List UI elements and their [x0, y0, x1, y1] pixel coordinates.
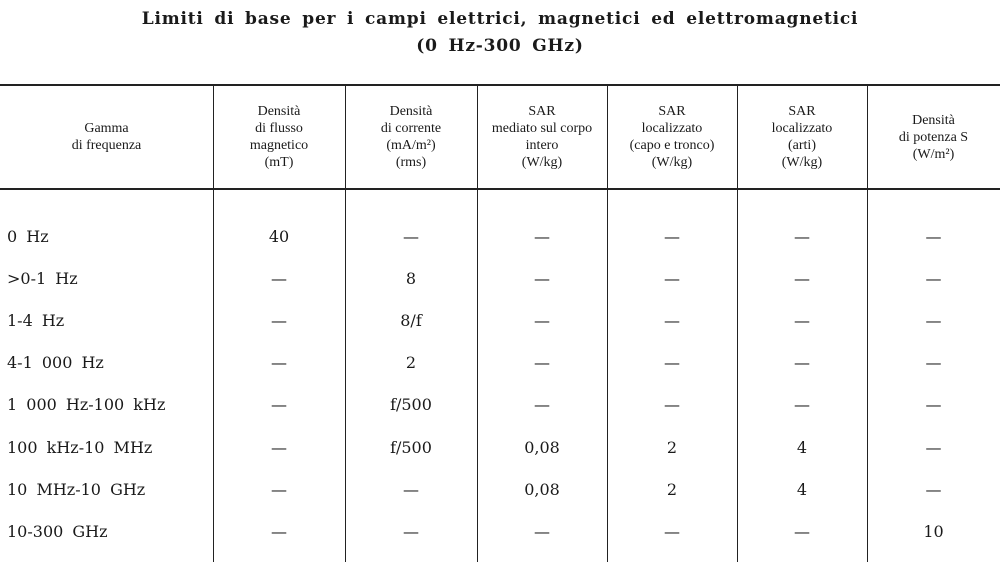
cell-localized-sar-head-trunk: — — [664, 395, 680, 414]
cell-frequency-range: 100 kHz-10 MHz — [7, 438, 153, 457]
table-row — [0, 390, 1000, 420]
cell-frequency-range: >0-1 Hz — [7, 269, 78, 288]
cell-magnetic-flux-density: — — [271, 522, 287, 541]
column-header-label: SAR mediato sul corpo intero (W/kg) — [491, 104, 593, 170]
table-row — [0, 433, 1000, 463]
cell-current-density: — — [403, 522, 419, 541]
cell-whole-body-sar: — — [534, 353, 550, 372]
cell-frequency-range: 4-1 000 Hz — [7, 353, 104, 372]
column-header-label: Densità di flusso magnetico (mT) — [249, 104, 309, 170]
header-bottom-rule — [0, 188, 1000, 190]
cell-power-density: — — [925, 311, 942, 330]
table-row — [0, 475, 1000, 505]
column-header-label: Gamma di frequenza — [71, 121, 142, 153]
column-header-label: Densità di potenza S (W/m²) — [898, 112, 969, 162]
cell-magnetic-flux-density: — — [271, 353, 287, 372]
cell-current-density: f/500 — [390, 395, 432, 414]
cell-whole-body-sar: 0,08 — [524, 480, 560, 499]
cell-current-density: 2 — [405, 353, 417, 372]
cell-localized-sar-limbs: — — [794, 522, 810, 541]
cell-whole-body-sar: — — [534, 311, 550, 330]
column-header-localized-sar-head-trunk — [607, 86, 737, 188]
cell-localized-sar-head-trunk: — — [664, 353, 680, 372]
cell-whole-body-sar: — — [534, 227, 550, 246]
table-subtitle: (0 Hz-300 GHz) — [416, 36, 584, 56]
cell-current-density: 8/f — [400, 311, 422, 330]
cell-frequency-range: 0 Hz — [7, 227, 49, 246]
table-row — [0, 264, 1000, 294]
cell-localized-sar-limbs: 4 — [796, 438, 808, 457]
cell-localized-sar-limbs: — — [794, 227, 810, 246]
column-header-power-density — [867, 86, 1000, 188]
cell-power-density: — — [925, 438, 942, 457]
cell-power-density: — — [925, 480, 942, 499]
cell-frequency-range: 10-300 GHz — [7, 522, 108, 541]
cell-frequency-range: 10 MHz-10 GHz — [7, 480, 146, 499]
cell-frequency-range: 1-4 Hz — [7, 311, 65, 330]
cell-magnetic-flux-density: 40 — [268, 227, 290, 246]
cell-current-density: 8 — [405, 269, 417, 288]
cell-current-density: f/500 — [390, 438, 432, 457]
cell-localized-sar-head-trunk: — — [664, 522, 680, 541]
table-row — [0, 222, 1000, 252]
cell-localized-sar-limbs: 4 — [796, 480, 808, 499]
cell-localized-sar-limbs: — — [794, 395, 810, 414]
cell-frequency-range: 1 000 Hz-100 kHz — [7, 395, 166, 414]
cell-localized-sar-head-trunk: 2 — [666, 438, 678, 457]
cell-magnetic-flux-density: — — [271, 311, 287, 330]
column-header-label: SAR localizzato (capo e tronco) (W/kg) — [629, 104, 715, 170]
cell-magnetic-flux-density: — — [271, 480, 287, 499]
cell-whole-body-sar: — — [534, 269, 550, 288]
column-header-localized-sar-limbs — [737, 86, 867, 188]
cell-whole-body-sar: 0,08 — [524, 438, 560, 457]
cell-localized-sar-limbs: — — [794, 353, 810, 372]
cell-power-density: — — [925, 395, 942, 414]
cell-localized-sar-head-trunk: — — [664, 269, 680, 288]
cell-power-density: — — [925, 227, 942, 246]
cell-power-density: — — [925, 353, 942, 372]
cell-power-density: 10 — [923, 522, 944, 541]
cell-magnetic-flux-density: — — [271, 395, 287, 414]
cell-whole-body-sar: — — [534, 395, 550, 414]
cell-magnetic-flux-density: — — [271, 269, 287, 288]
table-title: Limiti di base per i campi elettrici, magnetici ed elettromagnetici — [141, 9, 859, 29]
cell-localized-sar-limbs: — — [794, 311, 810, 330]
column-header-label: SAR localizzato (arti) (W/kg) — [771, 104, 833, 170]
cell-whole-body-sar: — — [534, 522, 550, 541]
column-header-magnetic-flux-density — [213, 86, 345, 188]
column-header-frequency-range — [0, 86, 213, 188]
column-header-whole-body-sar — [477, 86, 607, 188]
column-header-label: Densità di corrente (mA/m²) (rms) — [380, 104, 442, 170]
cell-current-density: — — [403, 227, 419, 246]
cell-magnetic-flux-density: — — [271, 438, 287, 457]
cell-localized-sar-head-trunk: — — [664, 311, 680, 330]
cell-localized-sar-limbs: — — [794, 269, 810, 288]
cell-localized-sar-head-trunk: — — [664, 227, 680, 246]
cell-current-density: — — [403, 480, 419, 499]
table-row — [0, 306, 1000, 336]
cell-power-density: — — [925, 269, 942, 288]
table-row — [0, 517, 1000, 547]
column-header-current-density — [345, 86, 477, 188]
cell-localized-sar-head-trunk: 2 — [666, 480, 678, 499]
table-row — [0, 348, 1000, 378]
